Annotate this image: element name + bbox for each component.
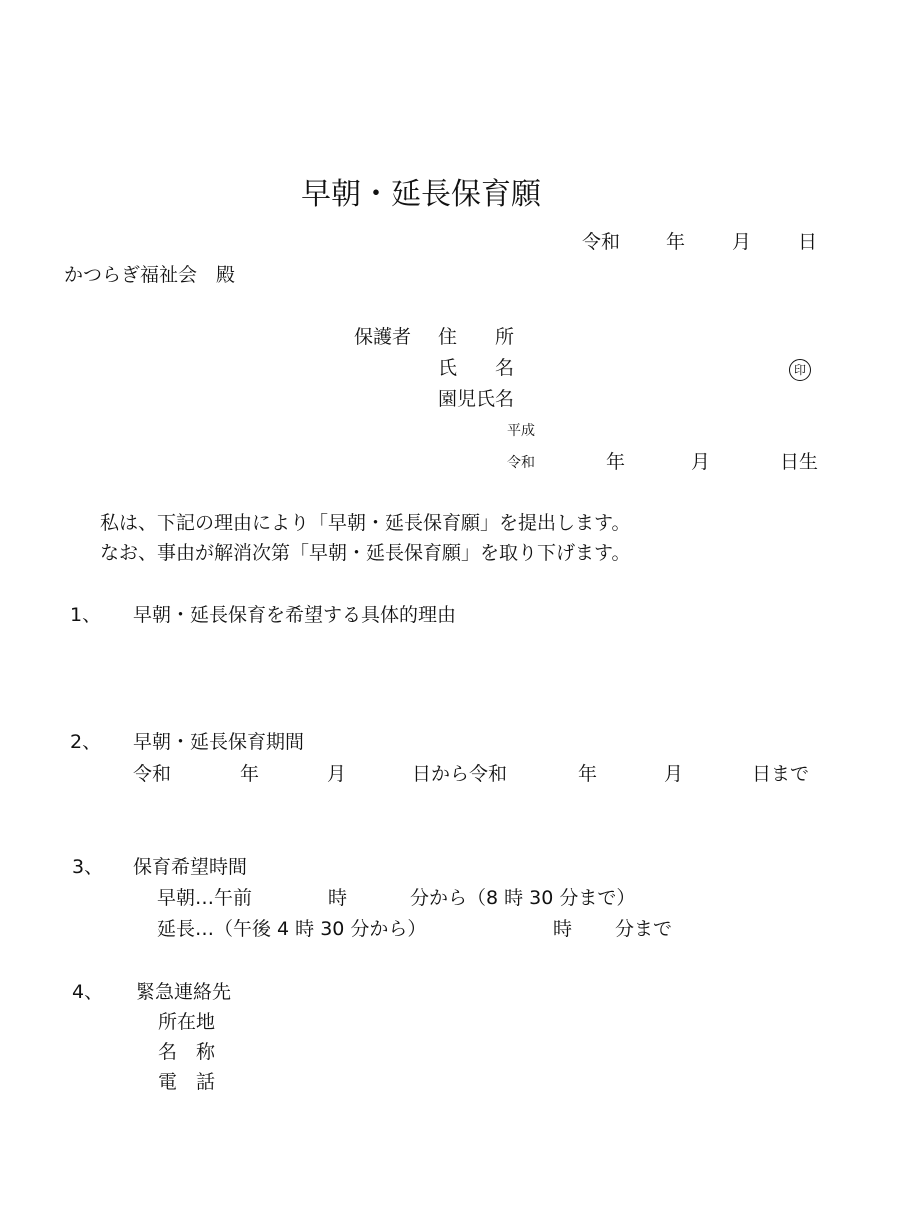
name-label: 氏 名	[438, 357, 515, 379]
addressee: かつらぎ福祉会 殿	[64, 264, 236, 286]
date-month: 月	[732, 231, 752, 253]
child-name-label: 園児氏名	[438, 388, 515, 410]
seal-icon: 印	[789, 359, 811, 381]
date-day: 日	[798, 231, 818, 253]
intro-line-1: 私は、下記の理由により「早朝・延長保育願」を提出します。	[100, 512, 631, 534]
section-4-heading: 緊急連絡先	[136, 981, 232, 1003]
contact-location-label: 所在地	[158, 1011, 216, 1033]
section-1-heading: 早朝・延長保育を希望する具体的理由	[133, 604, 457, 626]
form-title: 早朝・延長保育願	[301, 177, 541, 212]
birth-era-reiwa: 令和	[507, 455, 535, 471]
address-label: 住 所	[438, 326, 515, 348]
period-month-from: 月	[327, 763, 347, 785]
section-1-number: 1、	[70, 604, 102, 626]
period-month-to: 月	[664, 763, 684, 785]
period-day-from-to: 日から令和	[412, 763, 508, 785]
section-2-heading: 早朝・延長保育期間	[133, 731, 305, 753]
section-4-number: 4、	[72, 981, 104, 1003]
guardian-label: 保護者	[354, 326, 412, 348]
birth-year: 年	[606, 451, 626, 473]
period-year-to: 年	[578, 763, 598, 785]
late-minute: 分まで	[615, 918, 673, 940]
period-era-from: 令和	[133, 763, 172, 785]
birth-day: 日生	[780, 451, 819, 473]
section-3-heading: 保育希望時間	[133, 856, 248, 878]
early-hour: 時	[328, 887, 348, 909]
birth-era-heisei: 平成	[507, 423, 535, 439]
late-time-label: 延長…（午後 4 時 30 分から）	[157, 918, 427, 940]
section-2-number: 2、	[70, 731, 102, 753]
contact-phone-label: 電 話	[158, 1071, 216, 1093]
date-era: 令和	[582, 231, 621, 253]
period-day-to: 日まで	[752, 763, 810, 785]
early-time-label: 早朝…午前	[157, 887, 253, 909]
birth-month: 月	[691, 451, 711, 473]
late-hour: 時	[553, 918, 573, 940]
period-year-from: 年	[240, 763, 260, 785]
date-year: 年	[666, 231, 686, 253]
intro-line-2: なお、事由が解消次第「早朝・延長保育願」を取り下げます。	[100, 542, 631, 564]
contact-name-label: 名 称	[158, 1041, 216, 1063]
early-minute: 分から（8 時 30 分まで）	[410, 887, 636, 909]
section-3-number: 3、	[72, 856, 104, 878]
